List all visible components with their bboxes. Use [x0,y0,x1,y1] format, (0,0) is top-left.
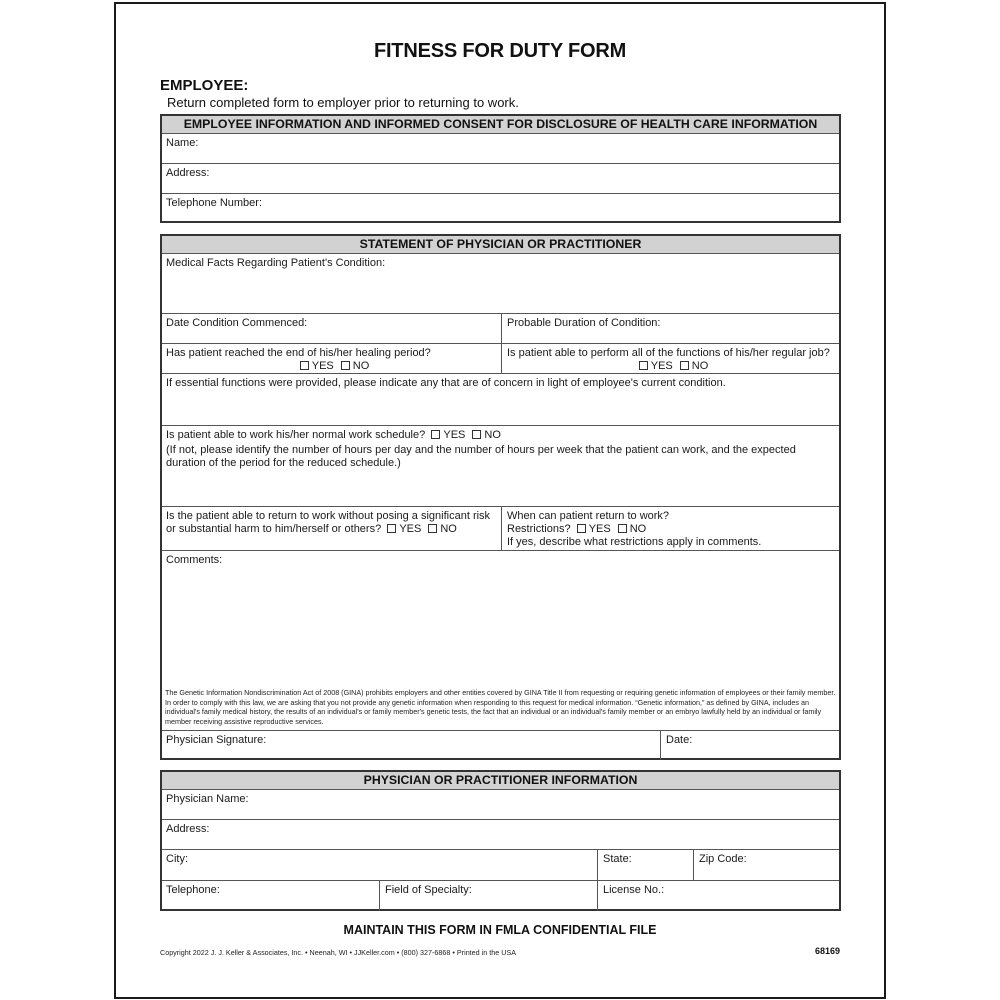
physician-statement-section [160,234,841,760]
checkbox-icon[interactable] [472,430,481,439]
divider [501,507,502,551]
schedule-note: (If not, please identify the number of hours per day and the number of hours per week that the patient can work, and the expected duration of the period for the reduced schedule.) [166,444,796,470]
section-header: STATEMENT OF PHYSICIAN OR PRACTITIONER [162,236,839,254]
regular-job-question [503,344,839,374]
option-label: YES [311,360,334,373]
checkbox-icon[interactable] [639,361,648,370]
restrictions-note: If yes, describe what restrictions apply in comments. [507,536,762,549]
question-text: Is the patient able to return to work without posing a significant risk [166,510,491,522]
essential-functions-field[interactable] [162,374,839,426]
probable-duration-field[interactable] [503,314,839,344]
section-header: EMPLOYEE INFORMATION AND INFORMED CONSENT FOR DISCLOSURE OF HEALTH CARE INFORMATION [162,116,839,134]
question-text: Is patient able to perform all of the functions of his/her regular job? [507,347,830,359]
field-label: Field of Specialty: [385,884,472,896]
section-header: PHYSICIAN OR PRACTITIONER INFORMATION [162,772,839,790]
form-title: FITNESS FOR DUTY FORM [373,40,627,62]
signature-date-field[interactable] [662,731,839,760]
form-number: 68169 [815,946,841,956]
field-label: Telephone: [166,884,220,896]
checkbox-icon[interactable] [300,361,309,370]
medical-facts-field[interactable] [162,254,839,314]
healing-no-option[interactable] [341,360,370,373]
option-label: NO [352,360,370,373]
field-label: Medical Facts Regarding Patient's Condition: [166,257,386,269]
question-text: Has patient reached the end of his/her healing period? [166,347,431,359]
checkbox-icon[interactable] [387,524,396,533]
restrictions-no-option[interactable] [618,523,647,536]
option-label: NO [629,523,647,536]
option-label: NO [440,523,457,536]
normal-schedule-question [162,426,839,506]
question-text: or substantial harm to him/herself or others? [166,523,382,536]
field-label: Address: [166,823,210,835]
employee-name-field[interactable] [162,134,839,164]
field-label: Physician Signature: [166,734,267,746]
specialty-field[interactable] [381,881,597,911]
option-label: NO [691,360,709,373]
employee-address-field[interactable] [162,164,839,194]
field-label: Date Condition Commenced: [166,317,308,329]
field-label: If essential functions were provided, please indicate any that are of concern in light of employee's current condition. [166,377,726,389]
risk-question [162,507,502,551]
date-commenced-field[interactable] [162,314,502,344]
zip-field[interactable] [695,850,839,880]
field-label: Name: [166,137,199,149]
physician-address-field[interactable] [162,820,839,850]
checkbox-icon[interactable] [428,524,437,533]
city-field[interactable] [162,850,598,880]
checkbox-icon[interactable] [431,430,440,439]
gina-notice: The Genetic Information Nondiscrimination Act of 2008 (GINA) prohibits employers and other entities covered by GINA Title II from requesting or requiring genetic information of employees or their family member. In order to comply with this law, we are asking that you not provide any genetic information when responding to this request for medical information. “Genetic information,” as defined by GINA, includes an individual's family medical history, the results of an individual's or family member's genetic tests, the fact that an individual or an individual's family member or an embryo lawfully held by an individual or family member receiving assistive reproductive services. [165,688,836,726]
risk-yes-option[interactable] [387,523,421,536]
license-field[interactable] [599,881,839,911]
question-text: When can patient return to work? [507,510,670,522]
field-label: Probable Duration of Condition: [507,317,661,329]
physician-signature-field[interactable] [162,731,661,760]
checkbox-icon[interactable] [680,361,689,370]
healing-period-question [162,344,502,374]
question-text: Is patient able to work his/her normal work schedule? [166,429,426,441]
checkbox-icon[interactable] [577,524,586,533]
telephone-field[interactable] [162,881,380,911]
physician-info-section [160,770,841,911]
field-label: License No.: [603,884,665,896]
checkbox-icon[interactable] [341,361,350,370]
comments-field[interactable] [162,551,839,686]
divider [660,731,661,760]
divider [379,881,380,911]
employee-telephone-field[interactable] [162,194,839,223]
option-label: YES [650,360,673,373]
schedule-no-option[interactable] [472,429,501,442]
restrictions-yes-option[interactable] [577,523,611,536]
copyright: Copyright 2022 J. J. Keller & Associates, Inc. • Neenah, WI • JJKeller.com • (800) 327-6868 • Printed in the USA [160,948,517,957]
return-note: Return completed form to employer prior to returning to work. [167,95,519,110]
option-label: YES [588,523,611,536]
option-label: NO [484,429,501,441]
field-label: Date: [666,734,693,746]
employee-info-section [160,114,841,223]
physician-name-field[interactable] [162,790,839,820]
field-label: Address: [166,167,210,179]
regular-job-no-option[interactable] [680,360,709,373]
schedule-yes-option[interactable] [431,429,465,442]
option-label: YES [443,429,466,441]
field-label: City: [166,853,188,865]
regular-job-yes-option[interactable] [639,360,673,373]
checkbox-icon[interactable] [618,524,627,533]
field-label: Comments: [166,554,223,566]
return-to-work-question [503,507,839,551]
field-label: Physician Name: [166,793,249,805]
healing-yes-option[interactable] [300,360,334,373]
employee-label: EMPLOYEE: [160,77,249,94]
field-label: Zip Code: [699,853,747,865]
state-field[interactable] [599,850,694,880]
question-text: Restrictions? [507,523,571,536]
risk-no-option[interactable] [428,523,457,536]
field-label: State: [603,853,632,865]
maintain-notice: MAINTAIN THIS FORM IN FMLA CONFIDENTIAL FILE [343,923,657,937]
divider [693,850,694,880]
field-label: Telephone Number: [166,197,263,209]
option-label: YES [399,523,422,536]
